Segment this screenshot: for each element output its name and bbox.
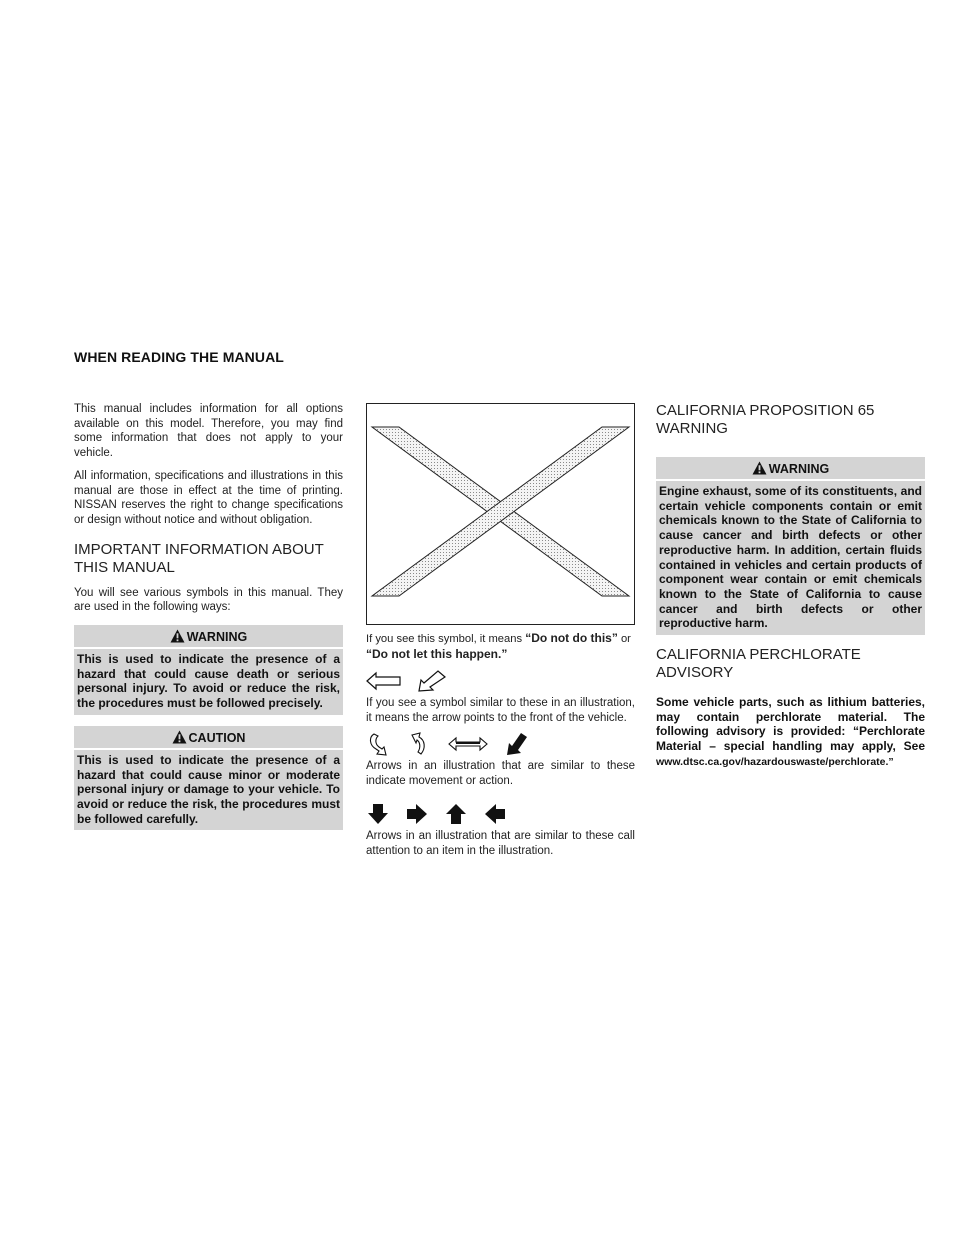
caution-text: This is used to indicate the presence of a hazard that could cause minor or moderate personal injury or damage to your vehicle. To avoid or reduce the risk, the procedures must be followed carefully. <box>77 752 340 826</box>
curved-arrow-down-icon <box>366 731 392 757</box>
column-2 <box>366 402 635 864</box>
caution-box <box>74 726 343 831</box>
caution-label: CAUTION <box>188 730 246 745</box>
warning-text: This is used to indicate the presence of a hazard that could cause death or serious personal injury. To avoid or reduce the risk, the procedures must be followed precisely. <box>77 652 340 711</box>
outline-diagonal-arrow-icon <box>417 670 447 692</box>
warning-box <box>74 625 343 715</box>
column-3 <box>656 402 925 770</box>
prop65-warning-label: WARNING <box>768 462 830 476</box>
prop65-heading: CALIFORNIA PROPOSITION 65 WARNING <box>656 402 875 437</box>
solid-down-arrow-icon <box>366 803 390 825</box>
prop65-warning-text: Engine exhaust, some of its constituents, and certain vehicle components contain or emit chemicals known to the State of California to cause cancer and birth defects or other reproductive harm. In addition, certain fluids contained in vehicles and certain products of component wear contain or emit chemicals known to the State of California to cause cancer and birth defects or other reproductive harm. <box>659 484 922 631</box>
front-arrow-caption: If you see a symbol similar to these in an illustration, it means the arrow points to the front of the vehicle. <box>366 697 635 724</box>
important-info-heading: IMPORTANT INFORMATION ABOUT THIS MANUAL <box>74 540 324 576</box>
front-arrows-row <box>366 668 635 694</box>
attention-arrows-row <box>366 801 635 827</box>
perchlorate-heading: CALIFORNIA PERCHLORATE ADVISORY <box>656 646 861 682</box>
symbols-paragraph: You will see various symbols in this manual. They are used in the following ways: <box>74 586 343 614</box>
intro-paragraph: This manual includes information for all options available on this model. Therefore, you may find some information that does not apply to your vehicle. <box>74 403 343 460</box>
warning-label: WARNING <box>186 630 248 645</box>
cross-symbol-icon <box>367 404 634 624</box>
section-title: WHEN READING THE MANUAL <box>74 349 284 365</box>
caution-triangle-icon <box>172 730 187 744</box>
solid-diagonal-arrow-icon <box>503 731 529 757</box>
perchlorate-text: Some vehicle parts, such as lithium batteries, may contain perchlorate material. The following advisory is provided: “Perchlorate Material – special handling may apply, See www.dtsc.ca.gov/hazardouswaste/perchlorate.” <box>656 695 925 768</box>
solid-left-arrow-icon <box>483 803 507 825</box>
double-horizontal-arrow-icon <box>448 734 488 754</box>
solid-up-arrow-icon <box>444 803 468 825</box>
warning-triangle-icon <box>752 461 767 475</box>
movement-arrows-row <box>366 731 635 757</box>
warning-triangle-icon <box>170 629 185 643</box>
attention-arrow-caption: Arrows in an illustration that are similar to these call attention to an item in the illustration. <box>366 829 635 857</box>
curved-arrow-up-icon <box>407 731 433 757</box>
movement-arrow-caption: Arrows in an illustration that are similar to these indicate movement or action. <box>366 760 635 788</box>
perchlorate-url: www.dtsc.ca.gov/hazardouswaste/perchlorate.” <box>656 755 894 768</box>
specifications-paragraph: All information, specifications and illustrations in this manual are those in effect at the time of printing. NISSAN reserves the right to change specifications or design without notice and without obligation. <box>74 469 343 526</box>
solid-right-arrow-icon <box>405 803 429 825</box>
do-not-caption: If you see this symbol, it means “Do not do this” or “Do not let this happen.” <box>366 631 631 661</box>
do-not-do-this-figure <box>366 403 635 625</box>
column-1 <box>74 402 343 841</box>
prop65-warning-box <box>656 457 925 635</box>
outline-left-arrow-icon <box>366 671 402 691</box>
